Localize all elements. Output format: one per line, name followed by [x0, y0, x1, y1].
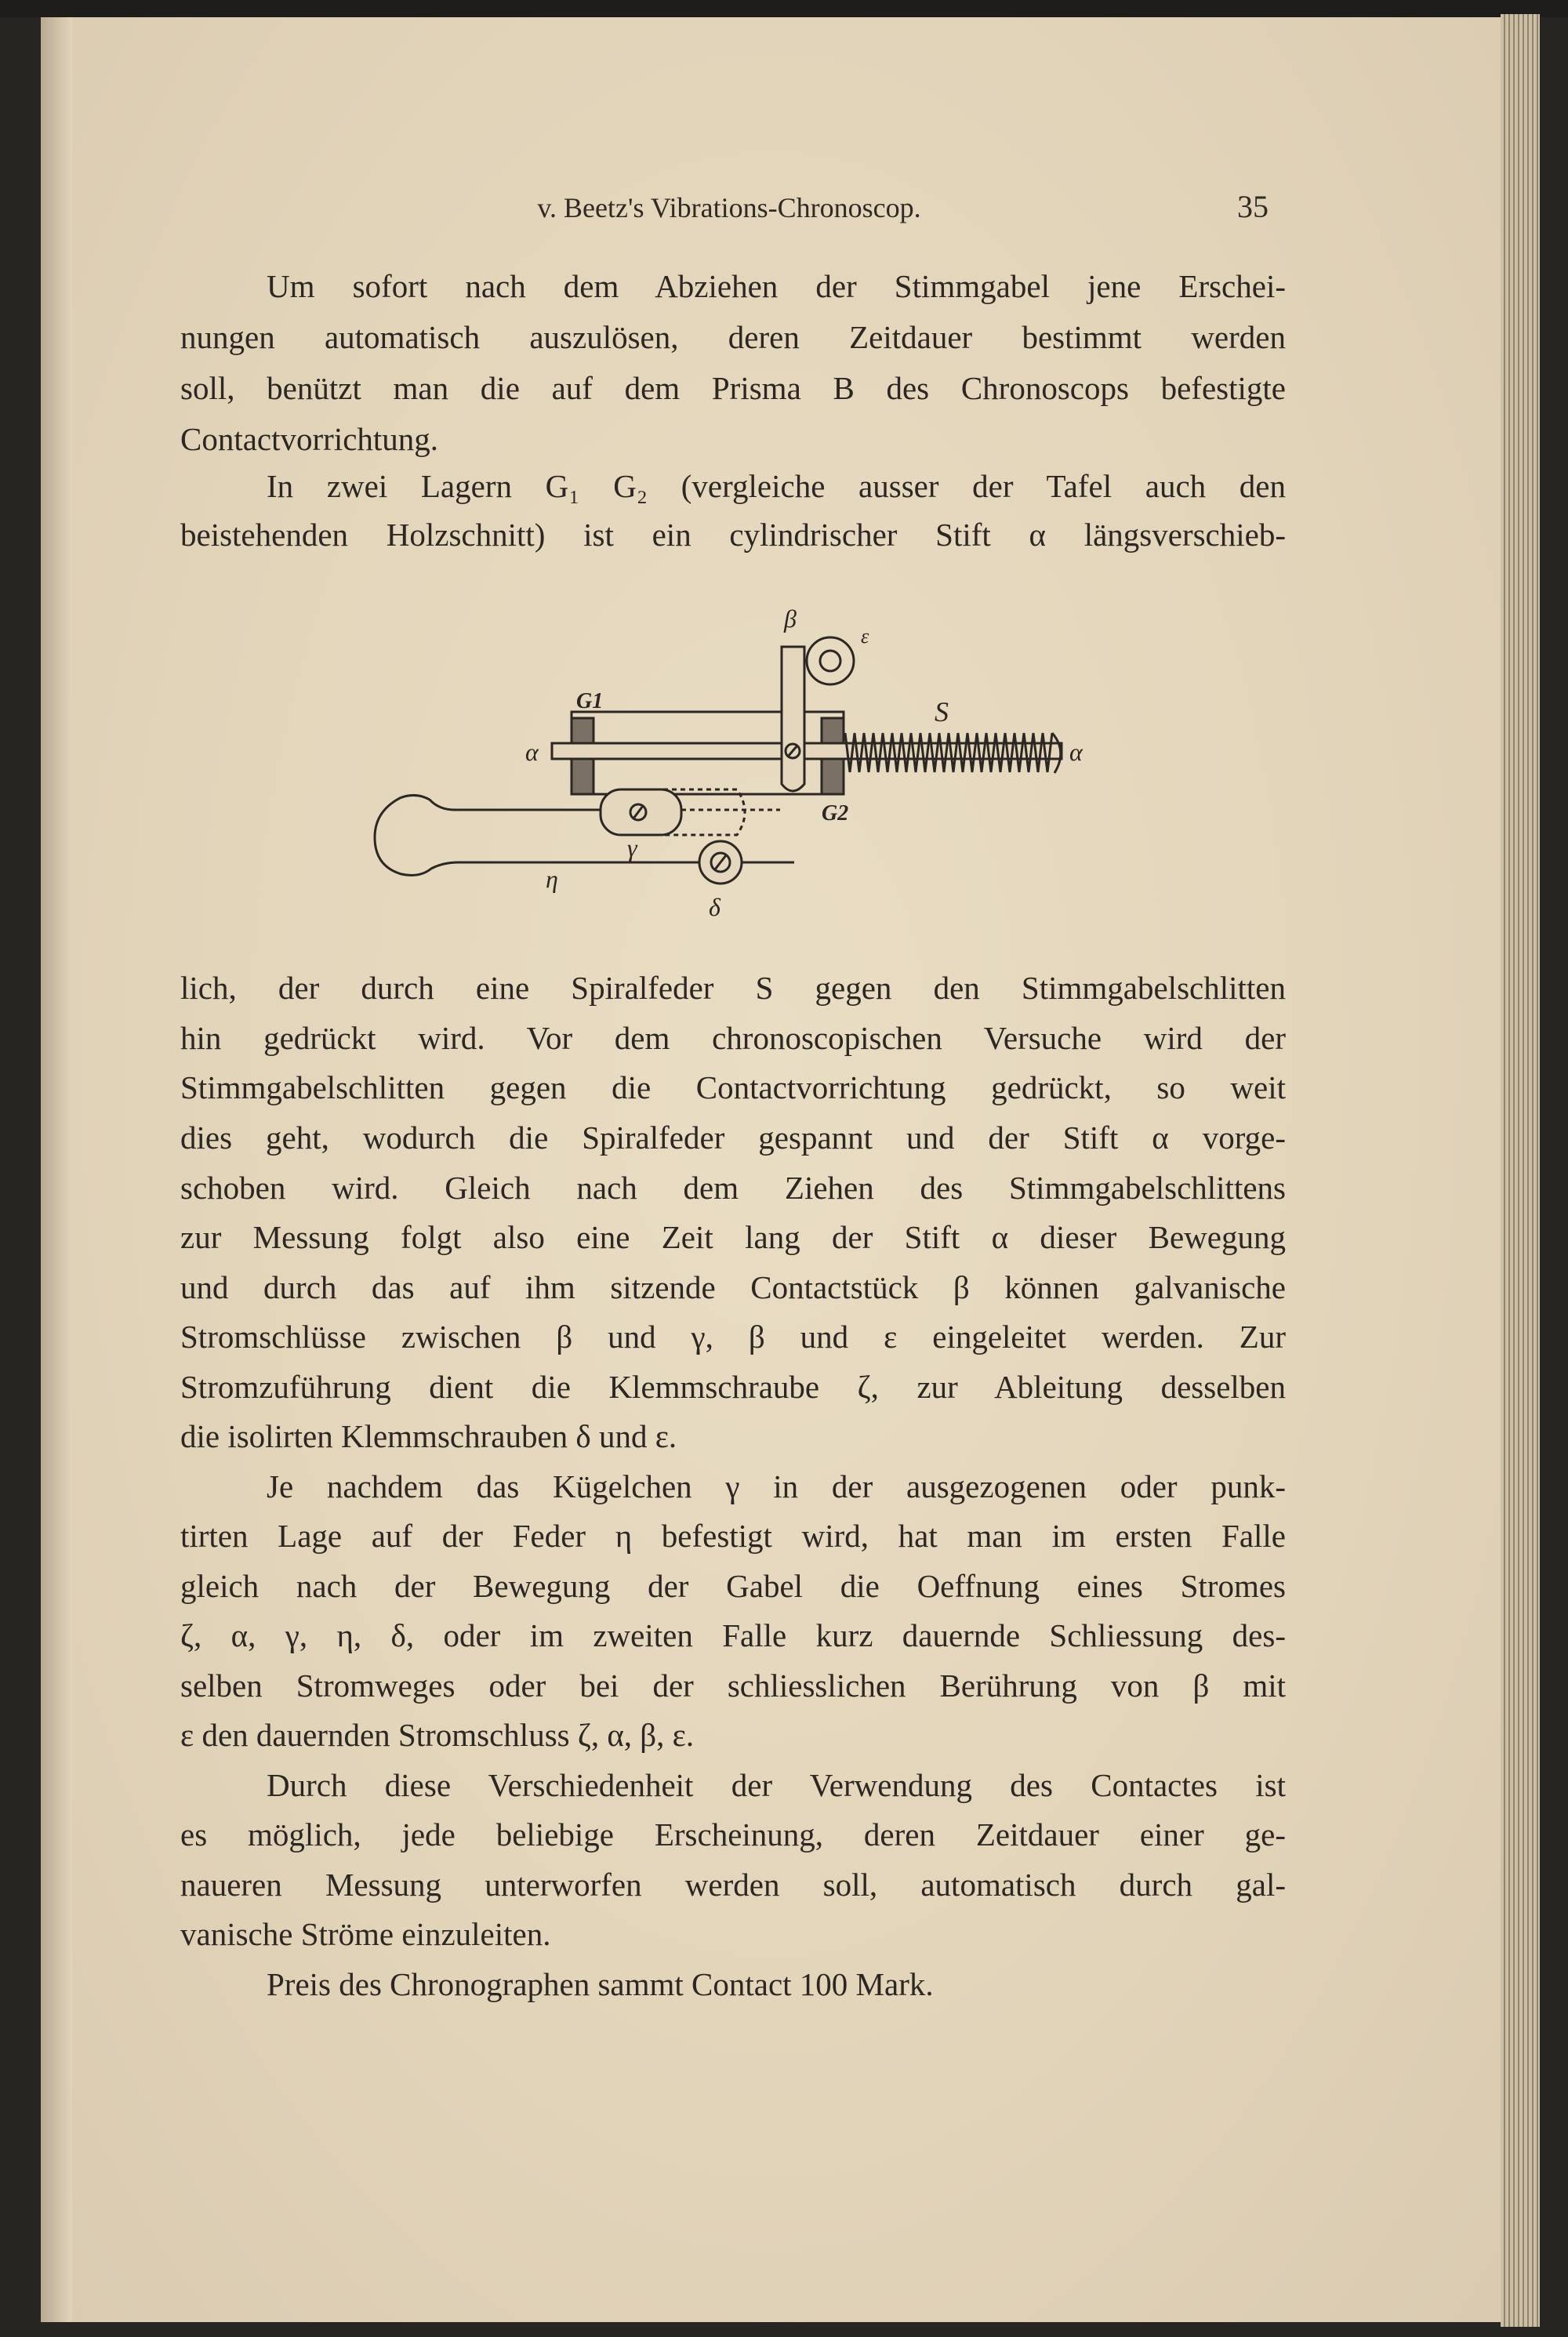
text-line: tirten Lage auf der Feder η befestigt wird, hat man im ersten Falle	[180, 1518, 1286, 1554]
page-number: 35	[1237, 189, 1269, 224]
text-line: und durch das auf ihm sitzende Contactstück β können galvanische	[180, 1269, 1286, 1305]
text-line: selben Stromweges oder bei der schliesslichen Berührung von β mit	[180, 1667, 1286, 1704]
text-line: Stimmgabelschlitten gegen die Contactvorrichtung gedrückt, so weit	[180, 1069, 1286, 1105]
text-line: die isolirten Klemmschrauben δ und ε.	[180, 1418, 677, 1454]
text-line: Um sofort nach dem Abziehen der Stimmgabel jene Erschei-	[267, 268, 1286, 304]
text-line: In zwei Lagern G₁ G₂ (vergleiche ausser der Tafel auch den	[267, 468, 1286, 504]
contact-post-beta	[782, 647, 804, 791]
text-line: naueren Messung unterworfen werden soll, automatisch durch gal-	[180, 1867, 1286, 1903]
label-delta: δ	[709, 893, 720, 921]
text-line: Preis des Chronographen sammt Contact 100 Mark.	[267, 1966, 934, 2002]
label-eta: η	[546, 865, 558, 893]
text-line: Contactvorrichtung.	[180, 421, 439, 457]
text-line: ζ, α, γ, η, δ, oder im zweiten Falle kurz dauernde Schliessung des-	[180, 1617, 1286, 1653]
text-line: beistehenden Holzschnitt) ist ein cylindrischer Stift α längsverschieb-	[180, 517, 1286, 553]
label-beta: β	[784, 604, 797, 633]
label-g1: G1	[576, 689, 604, 713]
text-line: Stromzuführung dient die Klemmschraube ζ, zur Ableitung desselben	[180, 1369, 1286, 1405]
running-title: v. Beetz's Vibrations-Chronoscop.	[537, 192, 921, 223]
label-gamma: γ	[627, 833, 637, 862]
text-line: dies geht, wodurch die Spiralfeder gespannt und der Stift α vorge-	[180, 1120, 1286, 1156]
label-s: S	[935, 696, 949, 728]
text-line: lich, der durch eine Spiralfeder S gegen den Stimmgabelschlitten	[180, 970, 1286, 1006]
text-line: Je nachdem das Kügelchen γ in der ausgezogenen oder punk-	[267, 1468, 1286, 1504]
text-line: Stromschlüsse zwischen β und γ, β und ε eingeleitet werden. Zur	[180, 1319, 1286, 1355]
text-line: nungen automatisch auszulösen, deren Zeitdauer bestimmt werden	[180, 319, 1286, 355]
terminal-epsilon	[807, 637, 854, 684]
label-alpha-right: α	[1069, 738, 1083, 766]
text-line: hin gedrückt wird. Vor dem chronoscopischen Versuche wird der	[180, 1020, 1286, 1056]
text-line: vanische Ströme einzuleiten.	[180, 1916, 551, 1952]
ball-gamma	[601, 789, 681, 835]
text-line: ε den dauernden Stromschluss ζ, α, β, ε.	[180, 1717, 695, 1753]
text-line: zur Messung folgt also eine Zeit lang der Stift α dieser Bewegung	[180, 1219, 1286, 1255]
text-line: soll, benützt man die auf dem Prisma B des Chronoscops befestigte	[180, 370, 1286, 406]
label-g2: G2	[822, 801, 849, 826]
label-alpha-left: α	[525, 738, 539, 766]
label-epsilon: ε	[861, 625, 869, 648]
text-line: Durch diese Verschiedenheit der Verwendung des Contactes ist	[267, 1767, 1286, 1803]
text-line: schoben wird. Gleich nach dem Ziehen des Stimmgabelschlittens	[180, 1170, 1286, 1206]
text-line: es möglich, jede beliebige Erscheinung, deren Zeitdauer einer ge-	[180, 1816, 1286, 1853]
text-line: gleich nach der Bewegung der Gabel die Oeffnung eines Stromes	[180, 1568, 1286, 1604]
